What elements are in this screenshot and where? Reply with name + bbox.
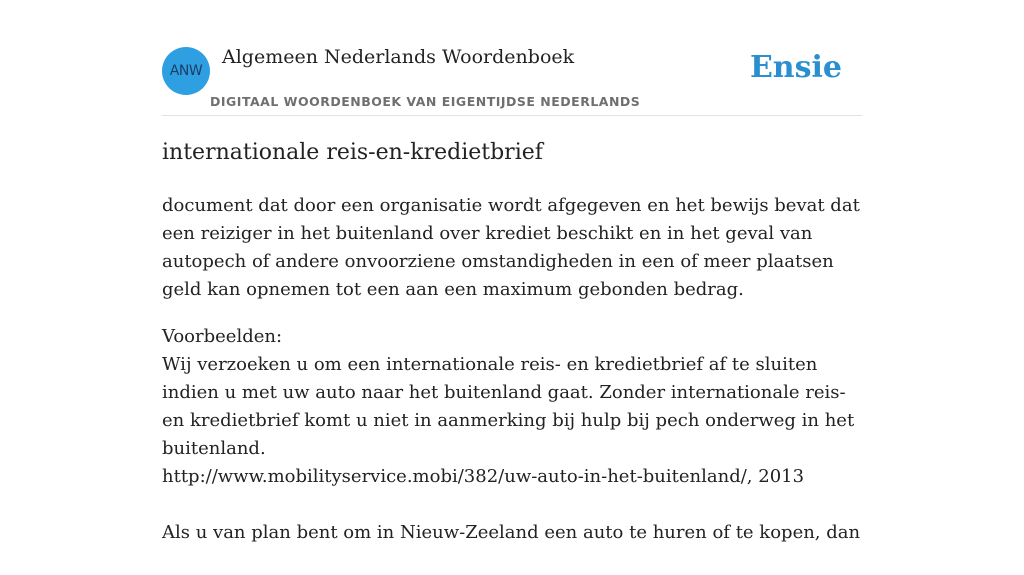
- example-item: [162, 351, 862, 491]
- entry-definition: document dat door een organisatie wordt afgegeven en het bewijs bevat dat een reiziger in het buitenland over krediet beschikt en in het geval van autopech of andere onvoorziene omstandigheden in een of meer plaatsen geld kan opnemen tot een aan een maximum gebonden bedrag.: [162, 195, 860, 300]
- example-source: http://www.mobilityservice.mobi/382/uw-auto-in-het-buitenland/, 2013: [162, 466, 805, 487]
- anw-logo[interactable]: [162, 47, 210, 95]
- ensie-brand-logo[interactable]: Ensie: [749, 50, 842, 85]
- page: [162, 0, 862, 543]
- examples-section: [162, 323, 862, 575]
- examples-label: Voorbeelden:: [162, 326, 283, 347]
- entry-headword: internationale reis-en-kredietbrief: [162, 140, 543, 165]
- logo-text: ANW: [169, 63, 203, 79]
- site-header: [162, 0, 862, 116]
- site-title[interactable]: Algemeen Nederlands Woordenboek: [222, 46, 575, 68]
- site-subtitle: DIGITAAL WOORDENBOEK VAN EIGENTIJDSE NEDERLANDS: [210, 94, 641, 109]
- example-text: Als u van plan bent om in Nieuw-Zeeland een auto te huren of te kopen, dan: [162, 522, 861, 543]
- example-item: [162, 519, 862, 547]
- example-text: Wij verzoeken u om een internationale reis- en kredietbrief af te sluiten indien u met uw auto naar het buitenland gaat. Zonder internationale reis- en kredietbrief komt u niet in aanmerking bij hulp bij pech onderweg in het buitenland.: [162, 354, 855, 459]
